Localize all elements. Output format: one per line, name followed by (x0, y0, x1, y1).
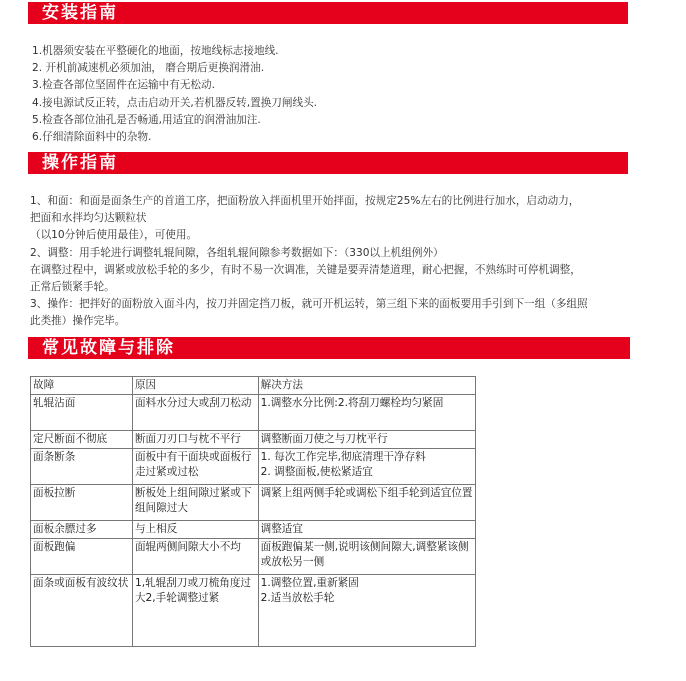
table-row (31, 449, 476, 485)
install-item: 6.仔细清除面料中的杂物. (32, 131, 152, 144)
section-bar-install (28, 2, 628, 24)
cause-cell: 与上相反 (132, 521, 258, 539)
section-title-install: 安装指南 (42, 3, 118, 23)
header-fault: 故障 (31, 377, 133, 395)
solution-cell: 调整断面刀使之与刀枕平行 (258, 431, 475, 449)
table-row (31, 395, 476, 431)
cause-cell: 断板处上组间隙过紧或下组间隙过大 (132, 485, 258, 521)
install-item: 1.机器须安装在平整硬化的地面，按地线标志接地线. (32, 45, 279, 57)
section-bar-operation (28, 152, 628, 174)
install-item: 3.检查各部位坚固件在运输中有无松动. (32, 79, 215, 92)
install-item: 2. 开机前减速机必须加油， 磨合期后更换润滑油. (32, 62, 265, 75)
solution-cell: 1.调整位置,重新紧固 2.适当放松手轮 (258, 575, 475, 647)
table-row (31, 575, 476, 647)
cause-cell: 1,轧辊刮刀或刀梳角度过大2,手轮调整过紧 (132, 575, 258, 647)
section-bar-faults (28, 337, 630, 359)
table-header-row (31, 377, 476, 395)
operation-line: 在调整过程中，调紧或放松手轮的多少，有时不易一次调准，关键是要弄清楚道理，耐心把握，不熟练时可停机调整， (30, 263, 581, 276)
operation-text (30, 193, 662, 331)
solution-cell: 调整适宜 (258, 521, 475, 539)
fault-cell: 面条或面板有波纹状 (31, 575, 133, 647)
fault-cell: 面条断条 (31, 449, 133, 485)
solution-cell: 面板跑偏某一侧,说明该侧间隙大,调整紧该侧或放松另一侧 (258, 539, 475, 575)
solution-cell: 调紧上组两侧手轮或调松下组手轮到适宜位置 (258, 485, 475, 521)
header-cause: 原因 (132, 377, 258, 395)
section-title-faults: 常见故障与排除 (42, 338, 175, 358)
operation-line: 2、调整：用手轮进行调整轧辊间隙，各组轧辊间隙参考数据如下：（330以上机组例外） (30, 246, 444, 259)
cause-cell: 面辊两侧间隙大小不均 (132, 539, 258, 575)
operation-line: 正常后锁紧手轮。 (30, 281, 115, 294)
table-row (31, 521, 476, 539)
solution-cell: 1. 每次工作完毕,彻底清理干净存料 2. 调整面板,使松紧适宜 (258, 449, 475, 485)
operation-line: 此类推）操作完毕。 (30, 315, 126, 328)
table-row (31, 431, 476, 449)
cause-cell: 面板中有干面块或面板行走过紧或过松 (132, 449, 258, 485)
install-list (32, 43, 317, 146)
operation-line: 1、和面：和面是面条生产的首道工序，把面粉放入拌面机里开始拌面，按规定25%左右的比例进行加水，启动动力， (30, 195, 580, 207)
faults-table (30, 376, 476, 647)
cause-cell: 面料水分过大或刮刀松动 (132, 395, 258, 431)
operation-line: （以10分钟后使用最佳），可使用。 (30, 229, 198, 242)
operation-line: 把面和水拌均匀达颗粒状 (30, 212, 147, 225)
table-row (31, 539, 476, 575)
fault-cell: 面板余膘过多 (31, 521, 133, 539)
cause-cell: 断面刀刃口与枕不平行 (132, 431, 258, 449)
install-item: 5.检查各部位油孔是否畅通,用适宜的润滑油加注. (32, 113, 261, 126)
table-row (31, 485, 476, 521)
operation-line: 3、操作：把拌好的面粉放入面斗内，按刀并固定挡刀板，就可开机运转，第三组下来的面板要用手引到下一组（多组照 (30, 298, 588, 311)
header-solution: 解决方法 (258, 377, 475, 395)
install-item: 4.接电源试反正转，点击启动开关,若机器反转,置换刀闸线头. (32, 96, 318, 109)
solution-cell: 1.调整水分比例:2.将刮刀螺栓均匀紧固 (258, 395, 475, 431)
fault-cell: 面板跑偏 (31, 539, 133, 575)
fault-cell: 定尺断面不彻底 (31, 431, 133, 449)
section-title-operation: 操作指南 (42, 153, 118, 173)
fault-cell: 面板拉断 (31, 485, 133, 521)
fault-cell: 轧辊沾面 (31, 395, 133, 431)
